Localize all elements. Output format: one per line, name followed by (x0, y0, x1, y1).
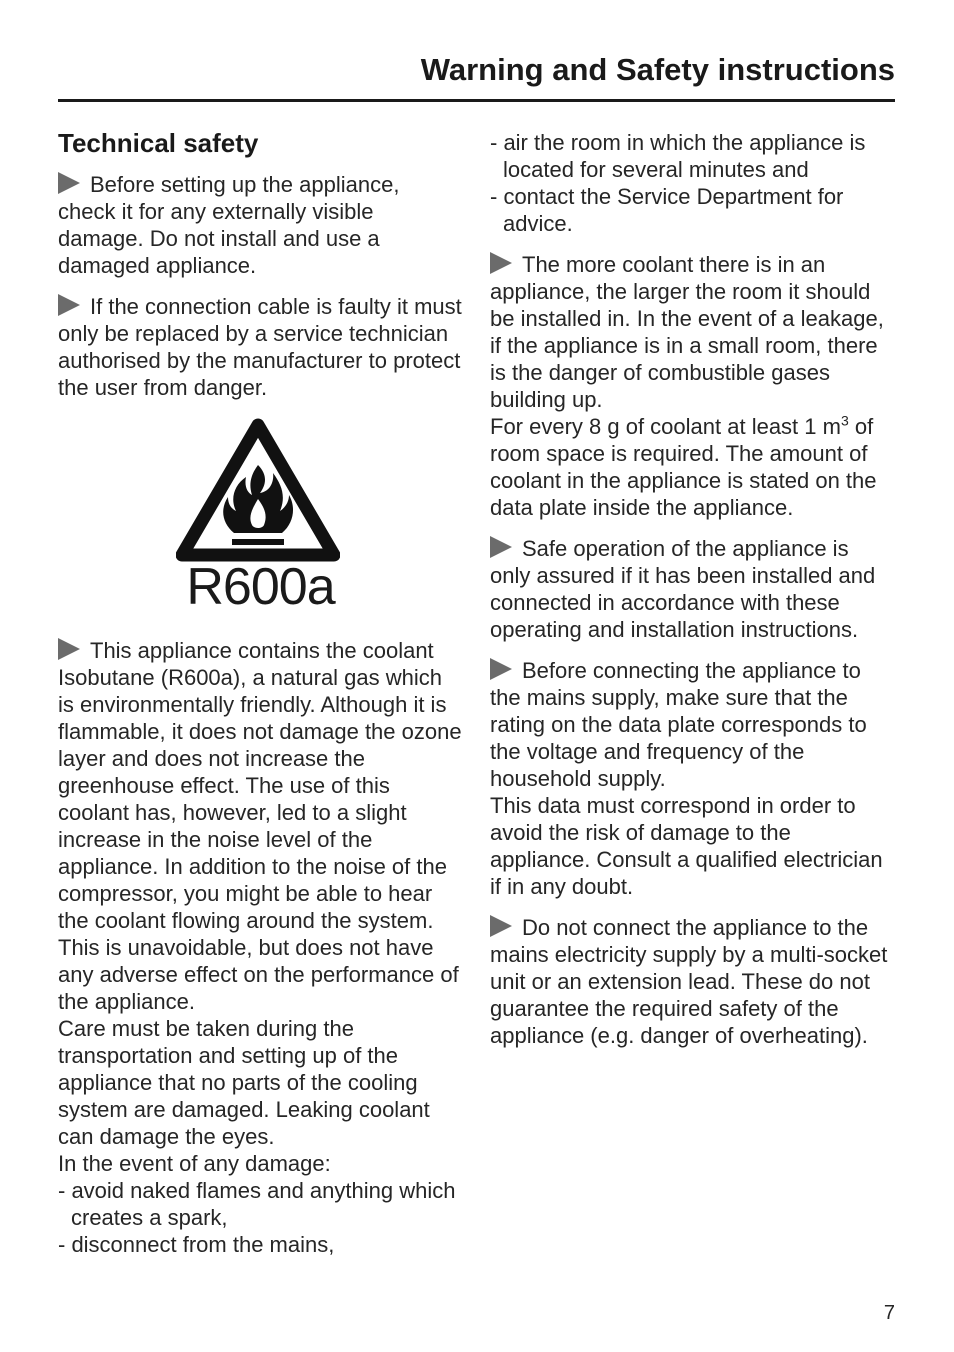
flammable-warning-figure (58, 415, 463, 625)
paragraph-coolant-info: This appliance contains the coolant Isobutane (R600a), a natural gas which is environmentally friendly. Although it is flammable, it does not damage the ozone layer and does not increase the greenhouse effect. The use of this coolant has, however, led to a slight increase in the noise level of the appliance. In addition to the noise of the compressor, you might be able to hear the coolant flowing around the system. This is unavoidable, but does not have any adverse effect on the performance of the appliance. (58, 638, 462, 1014)
paragraph-mains-rating: Before connecting the appliance to the mains supply, make sure that the rating on the data plate corresponds to the voltage and frequency of the household supply. (490, 658, 867, 791)
bullet-arrow-icon (490, 536, 512, 558)
list-item: - air the room in which the appliance is located for several minutes and (490, 130, 866, 182)
list-item: - contact the Service Department for advice. (490, 184, 844, 236)
header-divider (58, 99, 895, 102)
bullet-arrow-icon (490, 252, 512, 274)
coolant-label: R600a (186, 558, 335, 616)
paragraph-safe-operation: Safe operation of the appliance is only assured if it has been installed and connected in accordance with these operating and installation instructions. (490, 536, 876, 642)
paragraph-inspect-damage: Before setting up the appliance, check it for any externally visible damage. Do not install and use a damaged appliance. (58, 172, 400, 278)
section-title: Technical safety (58, 128, 259, 158)
flammable-warning-icon (176, 415, 340, 563)
paragraph-room-size: The more coolant there is in an appliance, the larger the room it should be installed in. In the event of a leakage, if the appliance is in a small room, there is the danger of combustible gases building up. (490, 252, 884, 412)
page-header-title: Warning and Safety instructions (420, 52, 895, 87)
bullet-arrow-icon (58, 638, 80, 660)
paragraph-data-correspond: This data must correspond in order to avoid the risk of damage to the appliance. Consult a qualified electrician if in any doubt. (490, 793, 883, 899)
paragraph-room-space-rule: For every 8 g of coolant at least 1 $m^3$ of room space is required. The amount of coolant in the appliance is stated on the data plate inside the appliance. (490, 412, 877, 520)
bullet-arrow-icon (58, 294, 80, 316)
bullet-arrow-icon (58, 172, 80, 194)
paragraph-transport-care: Care must be taken during the transportation and setting up of the appliance that no parts of the cooling system are damaged. Leaking coolant can damage the eyes. (58, 1016, 430, 1149)
right-column (490, 129, 895, 1063)
list-item: - avoid naked flames and anything which creates a spark, (58, 1178, 456, 1230)
paragraph-multi-socket: Do not connect the appliance to the mains electricity supply by a multi-socket unit or an extension lead. These do not guarantee the required safety of the appliance (e.g. danger of overheating). (490, 915, 888, 1048)
left-column (58, 128, 463, 1272)
paragraph-damage-intro: In the event of any damage: (58, 1151, 331, 1176)
bullet-arrow-icon (490, 658, 512, 680)
list-item: - disconnect from the mains, (58, 1232, 335, 1257)
bullet-arrow-icon (490, 915, 512, 937)
paragraph-connection-cable: If the connection cable is faulty it must only be replaced by a service technician authorised by the manufacturer to protect the user from danger. (58, 294, 462, 400)
page-number: 7 (883, 1302, 895, 1324)
